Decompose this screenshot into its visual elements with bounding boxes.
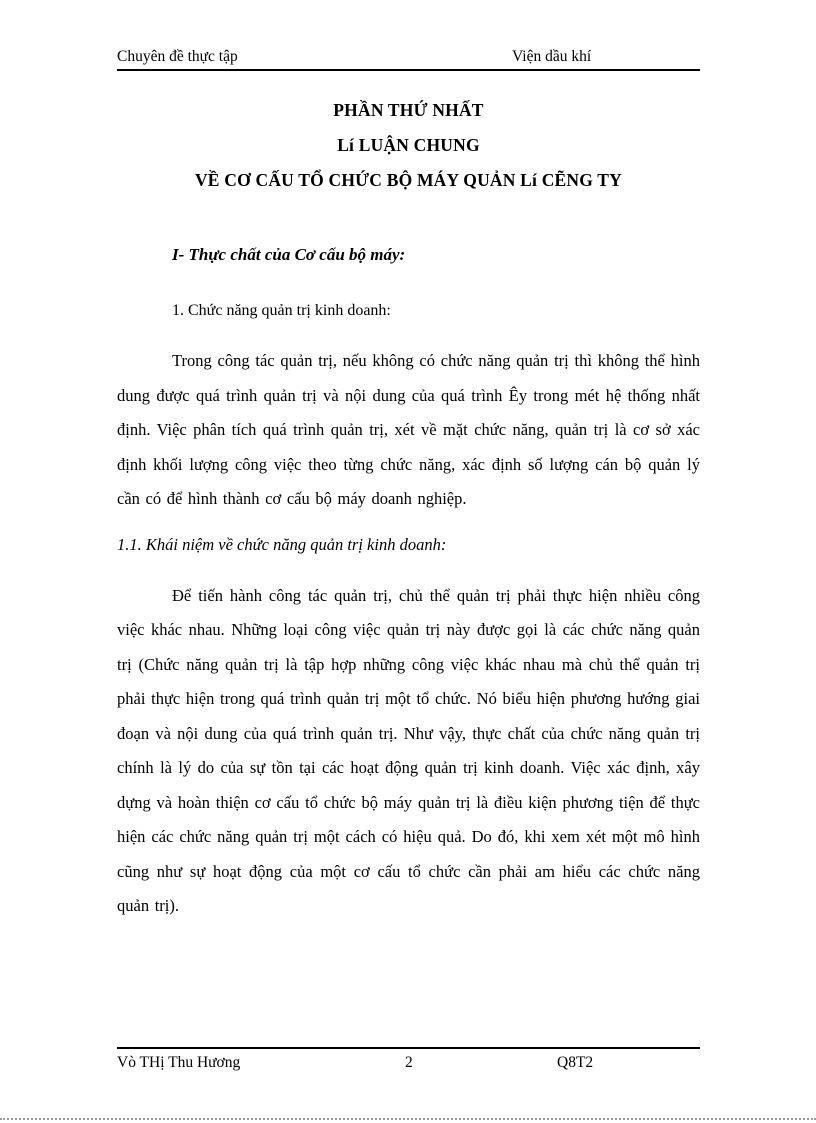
header-left-text: Chuyên đề thực tập <box>117 48 238 65</box>
title-line-3: VỀ CƠ CẤU TỔ CHỨC BỘ MÁY QUẢN Lí CẼNG TY <box>194 170 623 190</box>
page-header <box>117 47 700 67</box>
section-heading: I- Thực chất của Cơ cấu bộ máy: <box>172 245 406 264</box>
page-bottom-dotted-line <box>0 1118 816 1120</box>
sub-heading-2: 1.1. Khái niệm về chức năng quản trị kinh doanh: <box>117 534 447 554</box>
footer-author-text: Vò THị Thu Hương <box>117 1054 241 1071</box>
title-line-1: PHẦN THỨ NHẤT <box>333 100 484 120</box>
paragraph-1: Trong công tác quản trị, nếu không có chức năng quản trị thì không thể hình dung được quá trình quản trị và nội dung của quá trình Êy trong mét hệ thống nhất định. Việc phân tích quá trình quản trị, xét về mặt chức năng, quản trị là cơ sở xác định khối lượng công việc theo từng chức năng, xác định số lượng cán bộ quản lý cần có để hình thành cơ cấu bộ máy doanh nghiệp. <box>117 351 700 508</box>
document-body <box>117 100 700 924</box>
footer-page-number: 2 <box>405 1054 413 1071</box>
footer-right-text: Q8T2 <box>557 1054 594 1071</box>
paragraph-2: Để tiến hành công tác quản trị, chủ thể quản trị phải thực hiện nhiều công việc khác nhau. Những loại công việc quản trị này được gọi là các chức năng quản trị (Chức năng quản trị là tập hợp những công việc khác nhau mà chủ thể quản trị phải thực hiện trong quá trình quản trị một tổ chức. Nó biểu hiện phương hướng giai đoạn và nội dung của quá trình quản trị. Như vậy, thực chất của chức năng quản trị chính là lý do của sự tồn tại các hoạt động quản trị kinh doanh. Việc xác định, xây dựng và hoàn thiện cơ cấu tổ chức bộ máy quản trị là điều kiện phương tiện để thực hiện các chức năng quản trị một cách có hiệu quả. Do đó, khi xem xét một mô hình cũng như sự hoạt động của một cơ cấu tổ chức cần phải am hiểu các chức năng quản trị). <box>117 585 700 915</box>
title-line-2: Lí LUẬN CHUNG <box>337 135 480 155</box>
footer-rule <box>117 1047 700 1049</box>
header-right-text: Viện dầu khí <box>512 48 592 65</box>
sub-heading-1: 1. Chức năng quản trị kinh doanh: <box>172 302 391 319</box>
page-footer <box>117 1053 700 1073</box>
header-rule <box>117 69 700 71</box>
